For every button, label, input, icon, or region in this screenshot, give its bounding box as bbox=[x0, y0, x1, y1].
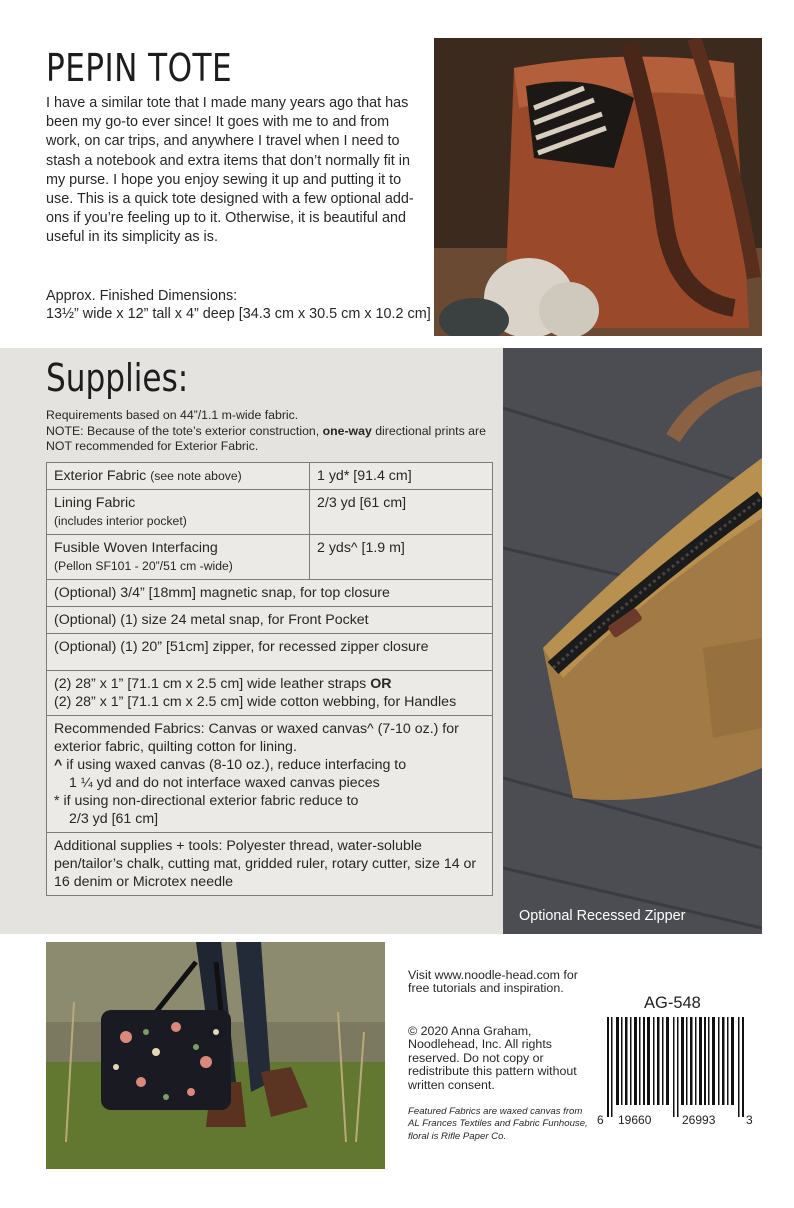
supplies-table bbox=[46, 462, 493, 896]
website-note: Visit www.noodle-head.com for free tutorials and inspiration. bbox=[408, 968, 578, 996]
table-row bbox=[47, 535, 493, 580]
barcode-right-group: 26993 bbox=[682, 1113, 716, 1127]
barcode-check-digit: 3 bbox=[746, 1113, 753, 1127]
table-row bbox=[47, 716, 493, 833]
supply-amount: 1 yd* [91.4 cm] bbox=[310, 463, 493, 490]
table-row bbox=[47, 490, 493, 535]
barcode bbox=[605, 1017, 750, 1117]
supply-amount: 2/3 yd [61 cm] bbox=[310, 490, 493, 535]
zipper-tote-photo bbox=[503, 348, 762, 934]
floral-tote-photo bbox=[46, 942, 385, 1169]
barcode-first-digit: 6 bbox=[597, 1113, 604, 1127]
copyright-notice: © 2020 Anna Graham, Noodlehead, Inc. All rights reserved. Do not copy or redistribute this pattern without written consent. bbox=[408, 1024, 577, 1092]
photo-caption: Optional Recessed Zipper bbox=[519, 908, 686, 924]
requirements-line: Requirements based on 44”/1.1 m-wide fabric. bbox=[46, 408, 299, 422]
table-row bbox=[47, 634, 493, 671]
supply-item: Fusible Woven Interfacing (Pellon SF101 - 20”/51 cm -wide) bbox=[47, 535, 310, 580]
supplies-heading: Supplies: bbox=[46, 356, 189, 400]
supply-item: Lining Fabric (includes interior pocket) bbox=[47, 490, 310, 535]
requirements-note bbox=[46, 408, 501, 455]
rust-tote-photo bbox=[434, 38, 762, 336]
optional-zipper: (Optional) (1) 20” [51cm] zipper, for recessed zipper closure bbox=[47, 634, 493, 671]
page-title: PEPIN TOTE bbox=[46, 46, 233, 90]
recommended-fabrics: Recommended Fabrics: Canvas or waxed canvas^ (7-10 oz.) for exterior fabric, quilting cotton for lining. ^ if using waxed canvas (8-10 oz.), reduce interfacing to 1 ¼ yd and do not interface waxed canvas pieces * if using non-directional exterior fabric reduce to 2/3 yd [61 cm] bbox=[47, 716, 493, 833]
table-row bbox=[47, 607, 493, 634]
optional-metal-snap: (Optional) (1) size 24 metal snap, for Front Pocket bbox=[47, 607, 493, 634]
pattern-number: AG-548 bbox=[644, 994, 701, 1012]
additional-supplies: Additional supplies + tools: Polyester thread, water-soluble pen/tailor’s chalk, cutting mat, gridded ruler, rotary cutter, size 14 or 16 denim or Microtex needle bbox=[47, 833, 493, 896]
note-suffix: directional prints are NOT recommended for Exterior Fabric. bbox=[46, 423, 486, 453]
dimensions-label: Approx. Finished Dimensions: bbox=[46, 288, 238, 304]
note-prefix: NOTE: Because of the tote’s exterior construction, bbox=[46, 423, 323, 438]
table-row bbox=[47, 671, 493, 716]
table-row bbox=[47, 463, 493, 490]
intro-paragraph: I have a similar tote that I made many years ago that has been my go-to ever since! It goes with me to and from work, on car trips, and anywhere I travel when I need to stash a notebook and extra items that don’t normally fit in my purse. I hope you enjoy sewing it up and putting it to use. This is a quick tote designed with a few optional add-ons if you’re feeling up to it. Otherwise, it is beautiful and useful in its simplicity as is. bbox=[46, 95, 414, 246]
supply-item: Exterior Fabric (see note above) bbox=[47, 463, 310, 490]
table-row bbox=[47, 580, 493, 607]
supply-amount: 2 yds^ [1.9 m] bbox=[310, 535, 493, 580]
table-row bbox=[47, 833, 493, 896]
note-bold: one-way bbox=[322, 423, 372, 438]
optional-magnetic-snap: (Optional) 3/4” [18mm] magnetic snap, for top closure bbox=[47, 580, 493, 607]
featured-fabrics-note: Featured Fabrics are waxed canvas from AL Frances Textiles and Fabric Funhouse, floral is Rifle Paper Co. bbox=[408, 1106, 588, 1142]
dimensions-value: 13½” wide x 12” tall x 4” deep [34.3 cm x 30.5 cm x 10.2 cm] bbox=[46, 306, 431, 322]
barcode-left-group: 19660 bbox=[618, 1113, 652, 1127]
straps: (2) 28” x 1” [71.1 cm x 2.5 cm] wide leather straps OR (2) 28” x 1” [71.1 cm x 2.5 cm] wide cotton webbing, for Handles bbox=[47, 671, 493, 716]
